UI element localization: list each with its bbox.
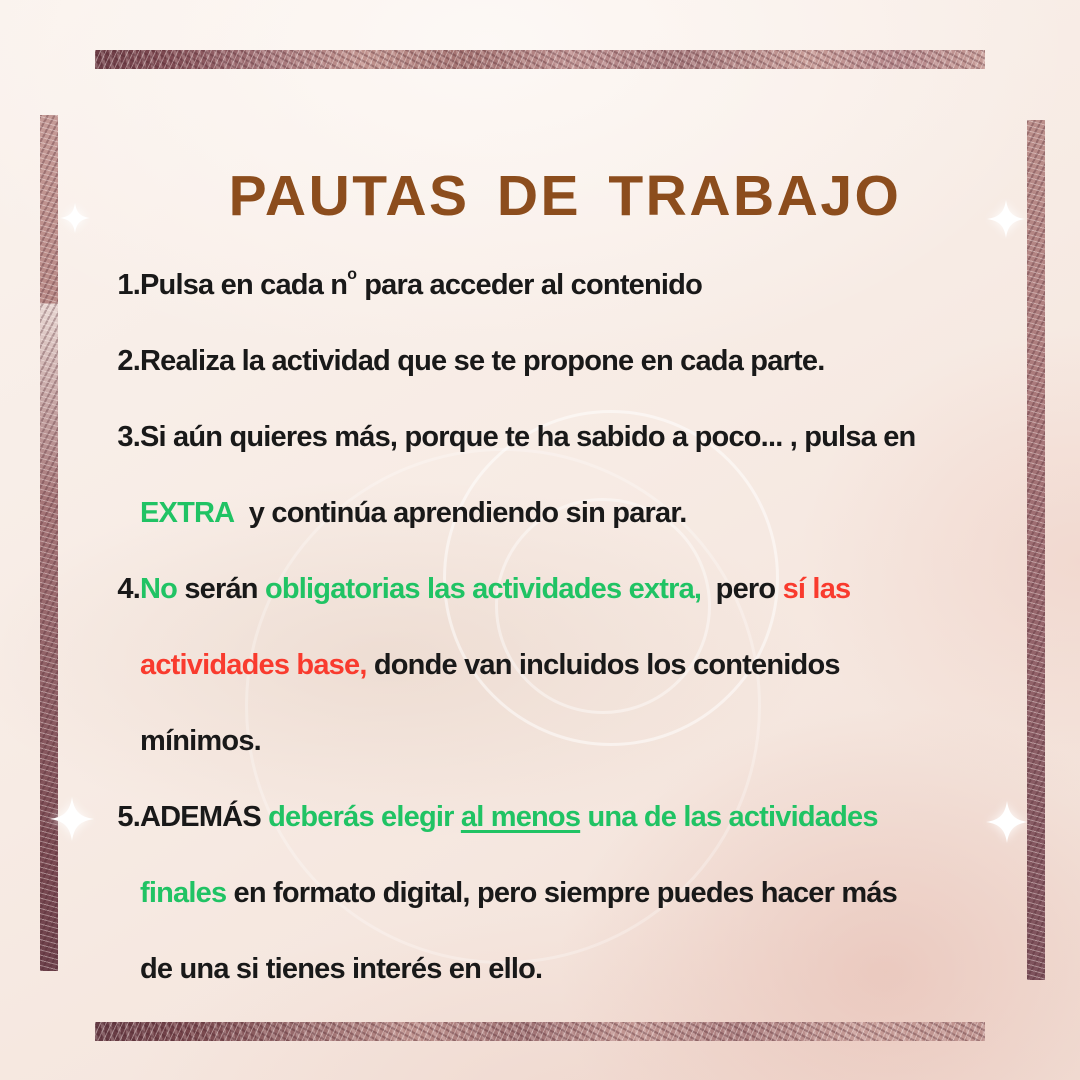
list-item-line <box>102 475 1032 551</box>
list-item-text: en formato digital, pero siempre puedes hacer más <box>226 876 897 909</box>
list-item-text: para acceder al contenido <box>356 268 703 301</box>
list-item-line <box>102 551 1032 627</box>
list-item-text: finales <box>140 876 227 909</box>
list-item-text: Realiza la actividad que se te propone en cada parte. <box>140 344 825 377</box>
list-item-line <box>102 855 1032 931</box>
list-item-text: pero <box>701 572 783 605</box>
list-item-text: deberás elegir <box>268 800 461 833</box>
list-item-text: serán <box>177 572 265 605</box>
list-item-line <box>102 323 1032 399</box>
list-item-text: y continúa aprendiendo sin parar. <box>234 496 687 529</box>
list-item-line <box>102 627 1032 703</box>
list-item-text: Pulsa en cada n <box>140 268 348 301</box>
list-item-text: de una si tienes interés en ello. <box>140 952 543 985</box>
list-item-text: sí las <box>782 572 851 605</box>
list-item-text: o <box>347 266 357 284</box>
list-item-number: 1. <box>117 268 140 301</box>
list-item-number: 5. <box>117 800 140 833</box>
list-item-text: obligatorias las actividades extra, <box>264 572 702 605</box>
list-item-line <box>102 779 1032 855</box>
list-item-text: Si aún quieres más, porque te ha sabido a poco... , pulsa en <box>140 420 916 453</box>
list-item-text: una de las actividades <box>580 800 878 833</box>
frame-bar-bottom <box>95 1022 985 1041</box>
list-item-text: ADEMÁS <box>140 800 269 833</box>
list-item-line <box>102 399 1032 475</box>
list-item-line <box>102 247 1032 323</box>
frame-bar-left <box>40 115 58 971</box>
list-item-text: mínimos. <box>140 724 261 757</box>
list-item-text: donde van incluidos los contenidos <box>366 648 840 681</box>
list-item-text: actividades base, <box>140 648 367 681</box>
sparkle-icon <box>50 797 94 841</box>
frame-bar-top <box>95 50 985 69</box>
list-item-line <box>102 931 1032 1007</box>
list-item-text: No <box>140 572 178 605</box>
list-item-text: al menos <box>460 800 581 833</box>
page-title: PAUTAS DE TRABAJO <box>228 164 902 228</box>
list-item-text: EXTRA <box>140 496 235 529</box>
guidelines-list <box>102 247 1032 1007</box>
list-item-number: 3. <box>117 420 140 453</box>
list-item-number: 2. <box>117 344 140 377</box>
list-item-line <box>102 703 1032 779</box>
list-item-number: 4. <box>117 572 140 605</box>
